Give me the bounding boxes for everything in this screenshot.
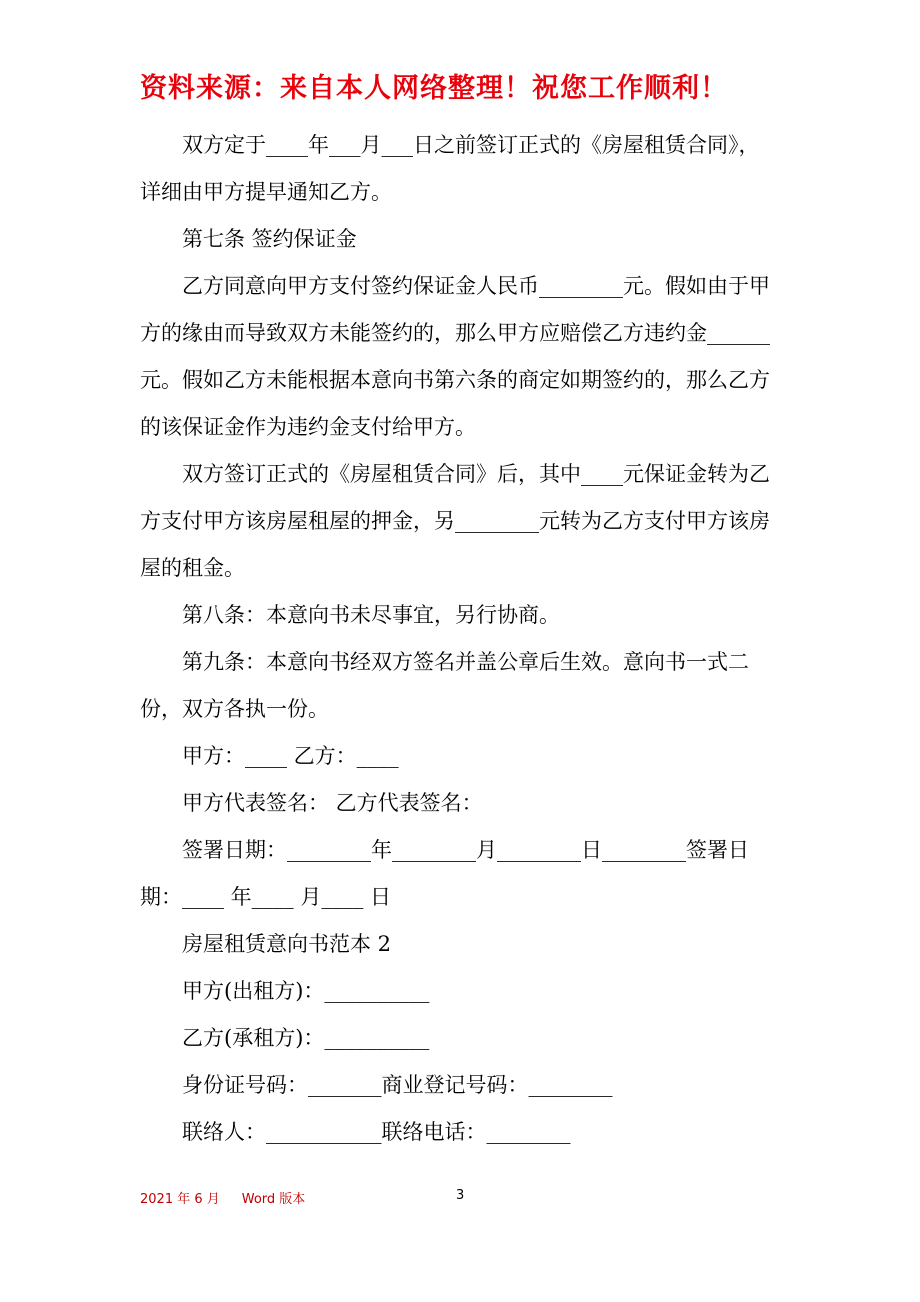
representative-signatures: 甲方代表签名： 乙方代表签名：: [182, 791, 483, 815]
header-banner: 资料来源：来自本人网络整理！祝您工作顺利！: [140, 73, 728, 104]
page-footer: [140, 1188, 780, 1207]
article-9: 第九条：本意向书经双方签名并盖公章后生效。意向书一式二份，双方各执一份。: [140, 650, 749, 721]
party-b-lessee: 乙方(承租方)：__________: [182, 1026, 430, 1050]
footer-date: 2021 年 6 月: [140, 1192, 220, 1207]
id-and-registration: 身份证号码：_______商业登记号码：________: [182, 1073, 613, 1097]
signing-date-line: 签署日期：________年________月________日________签署日期：____ 年____ 月____ 日: [140, 838, 749, 909]
parties-line: 甲方：____ 乙方：____: [182, 744, 399, 768]
template-2-title: 房屋租赁意向书范本 2: [182, 932, 392, 956]
page-number: 3: [456, 1188, 465, 1203]
paragraph-deposit-terms: 乙方同意向甲方支付签约保证金人民币________元。假如由于甲方的缘由而导致双方未能签约的，那么甲方应赔偿乙方违约金______元。假如乙方未能根据本意向书第六条的商定如期签约的，那么乙方的该保证金作为违约金支付给甲方。: [140, 274, 770, 439]
document-body: [140, 122, 780, 1156]
party-a-lessor: 甲方(出租方)：__________: [182, 979, 430, 1003]
article-7-heading: 第七条 签约保证金: [182, 227, 357, 251]
footer-version: Word 版本: [241, 1192, 306, 1207]
contact-info: 联络人：___________联络电话：________: [182, 1120, 571, 1144]
paragraph-signing-date: 双方定于____年___月___日之前签订正式的《房屋租赁合同》，详细由甲方提早通知乙方。: [140, 133, 760, 204]
paragraph-deposit-conversion: 双方签订正式的《房屋租赁合同》后，其中____元保证金转为乙方支付甲方该房屋租屋的押金，另________元转为乙方支付甲方该房屋的租金。: [140, 462, 770, 580]
article-8: 第八条：本意向书未尽事宜，另行协商。: [182, 603, 560, 627]
